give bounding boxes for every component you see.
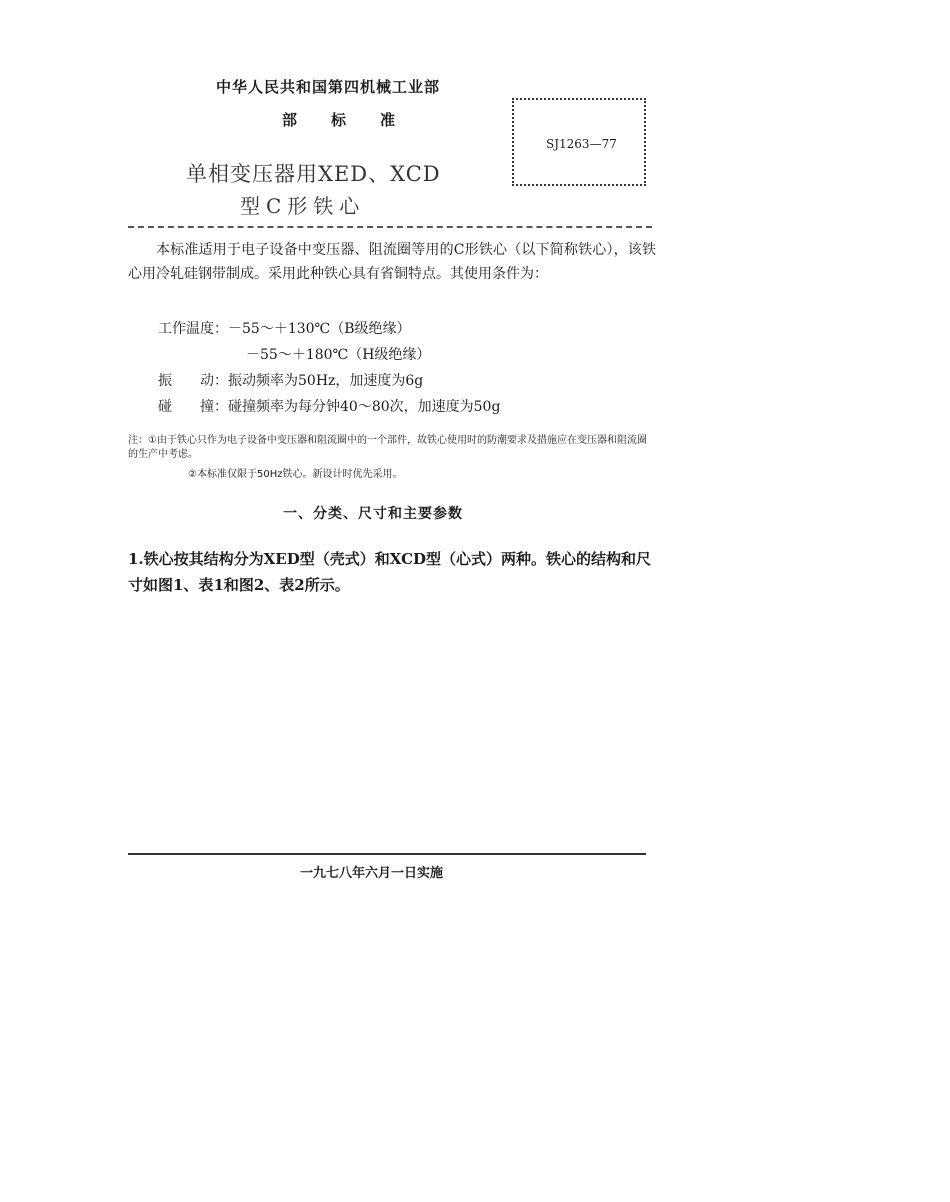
section-title: 一、分类、尺寸和主要参数	[283, 506, 463, 522]
header-divider	[128, 226, 652, 228]
clause-1: 1.铁心按其结构分为XED型（壳式）和XCD型（心式）两种。铁心的结构和尺寸如图1、表1和图2、表2所示。	[128, 550, 652, 594]
standard-kind	[282, 109, 429, 130]
footer-divider	[128, 853, 646, 855]
condition-temperature-h: －55～＋180℃（H级绝缘）	[246, 347, 431, 363]
effective-date: 一九七八年六月一日实施	[300, 866, 444, 881]
standard-code-box	[512, 98, 646, 186]
note-1: 注：①由于铁心只作为电子设备中变压器和阻流圈中的一个部件，故铁心使用时的防潮要求及措施应在变压器和阻流圈的生产中考虑。	[128, 435, 647, 460]
condition-impact: 碰 撞：碰撞频率为每分钟40～80次，加速度为50g	[158, 399, 501, 415]
ministry-name: 中华人民共和国第四机械工业部	[216, 78, 441, 96]
document-title-line-1: 单相变压器用XED、XCD	[186, 162, 441, 186]
standard-kind-char-2: 标	[331, 111, 347, 129]
note-2: ②本标准仅限于50Hz铁心。新设计时优先采用。	[188, 469, 403, 480]
standard-kind-char-1: 部	[282, 111, 298, 129]
condition-temperature-b: 工作温度：－55～＋130℃（B级绝缘）	[158, 321, 411, 337]
standard-code: SJ1263—77	[546, 137, 617, 151]
document-title-line-2: 型C形铁心	[240, 194, 366, 218]
standard-kind-char-3: 准	[380, 111, 396, 129]
intro-paragraph: 本标准适用于电子设备中变压器、阻流圈等用的C形铁心（以下简称铁心），该铁心用冷轧硅钢带制成。采用此种铁心具有省铜特点。其使用条件为：	[128, 242, 656, 282]
condition-vibration: 振 动：振动频率为50Hz，加速度为6g	[158, 373, 424, 389]
